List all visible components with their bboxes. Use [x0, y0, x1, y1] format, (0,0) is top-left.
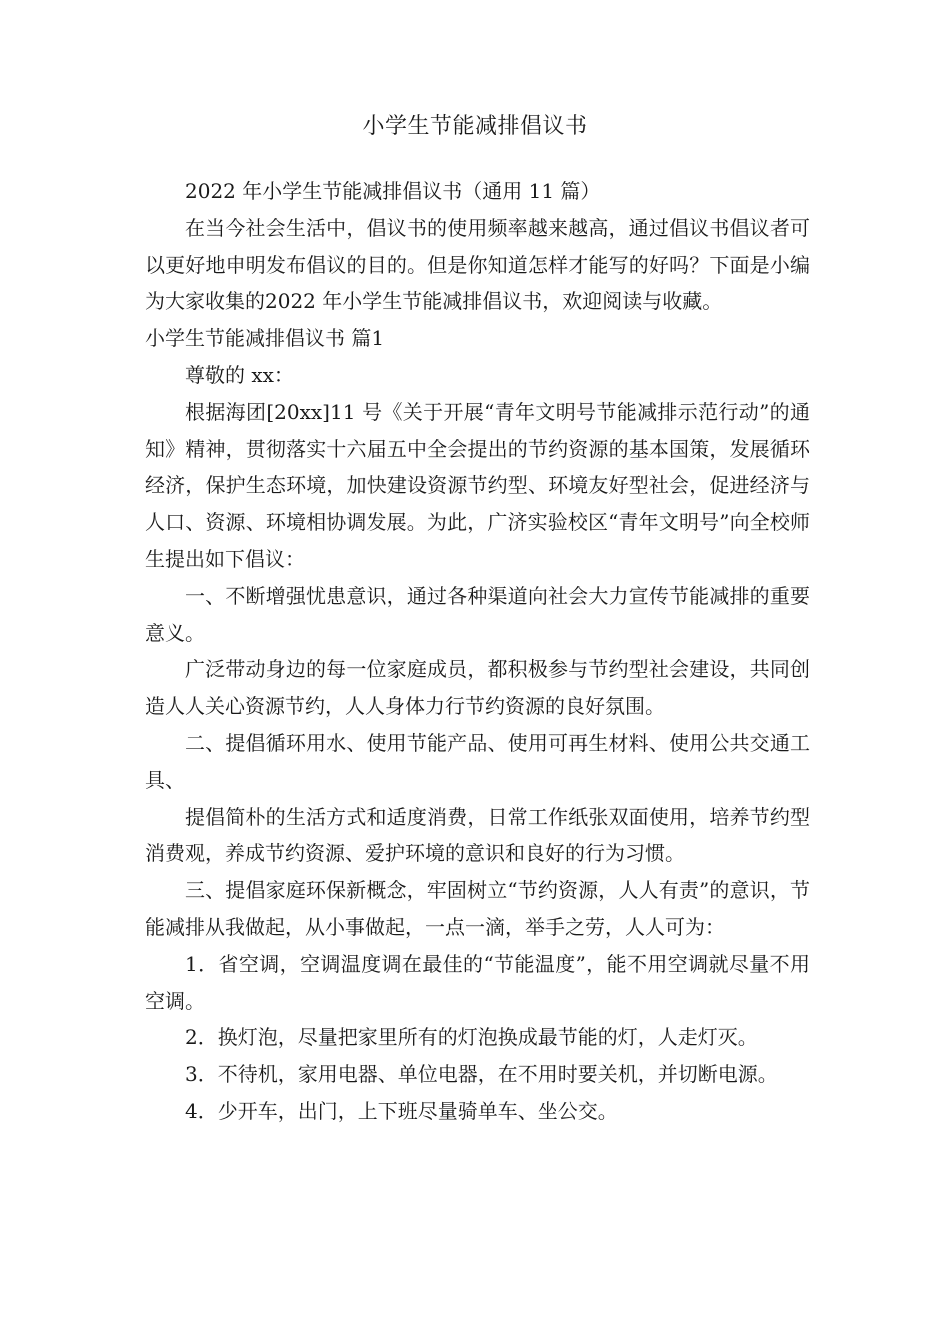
intro-paragraph: 在当今社会生活中，倡议书的使用频率越来越高，通过倡议书倡议者可以更好地申明发布倡议的目的。但是你知道怎样才能写的好吗？下面是小编为大家收集的2022 年小学生节能减排倡议书，欢迎阅读与收藏。	[145, 215, 810, 314]
list-item: 1．省空调，空调温度调在最佳的“节能温度”，能不用空调就尽量不用空调。	[145, 951, 810, 1013]
subtitle-paragraph: 2022 年小学生节能减排倡议书（通用 11 篇）	[185, 179, 601, 203]
list-item: 4．少开车，出门，上下班尽量骑单车、坐公交。	[185, 1098, 618, 1123]
body-paragraph: 根据海团[20xx]11 号《关于开展“青年文明号节能减排示范行动”的通知》精神，贯彻落实十六届五中全会提出的节约资源的基本国策，发展循环经济，保护生态环境，加快建设资源节约型、环境友好型社会，促进经济与人口、资源、环境相协调发展。为此，广济实验校区“青年文明号”向全校师生提出如下倡议：	[145, 399, 810, 571]
list-item: 2．换灯泡，尽量把家里所有的灯泡换成最节能的灯，人走灯灭。	[185, 1025, 758, 1050]
body-paragraph: 三、提倡家庭环保新概念，牢固树立“节约资源，人人有责”的意识，节能减排从我做起，从小事做起，一点一滴，举手之劳，人人可为：	[145, 878, 810, 939]
document-title: 小学生节能减排倡议书	[362, 114, 588, 139]
salutation: 尊敬的 xx：	[185, 362, 294, 387]
section-heading: 小学生节能减排倡议书 篇1	[145, 326, 385, 351]
body-paragraph: 一、不断增强忧患意识，通过各种渠道向社会大力宣传节能减排的重要意义。	[145, 583, 810, 645]
body-paragraph: 广泛带动身边的每一位家庭成员，都积极参与节约型社会建设，共同创造人人关心资源节约，人人身体力行节约资源的良好氛围。	[145, 657, 810, 719]
list-item: 3．不待机，家用电器、单位电器，在不用时要关机，并切断电源。	[185, 1062, 778, 1087]
body-paragraph: 二、提倡循环用水、使用节能产品、使用可再生材料、使用公共交通工具、	[145, 730, 810, 792]
body-paragraph: 提倡简朴的生活方式和适度消费，日常工作纸张双面使用，培养节约型消费观，养成节约资源、爱护环境的意识和良好的行为习惯。	[145, 804, 810, 866]
document-body	[145, 173, 810, 1130]
